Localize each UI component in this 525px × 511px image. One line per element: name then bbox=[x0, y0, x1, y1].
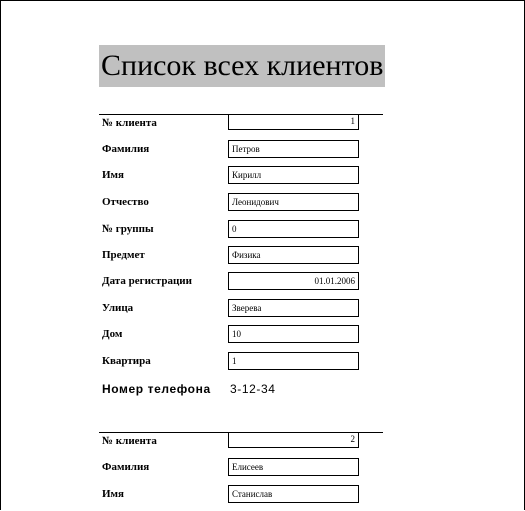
last-name-label: Фамилия bbox=[102, 143, 150, 155]
last-name-field[interactable]: Елисеев bbox=[228, 458, 359, 476]
field-row-first-name bbox=[99, 166, 383, 186]
report-title: Список всех клиентов bbox=[99, 45, 385, 87]
field-row-group-no bbox=[99, 220, 383, 240]
patronymic-field[interactable]: Леонидович bbox=[228, 193, 359, 211]
field-row-apartment bbox=[99, 352, 383, 372]
field-row-house bbox=[99, 325, 383, 345]
client-no-label: № клиента bbox=[102, 117, 157, 129]
field-row-last-name bbox=[99, 458, 383, 478]
first-name-label: Имя bbox=[102, 488, 124, 500]
client-no-field[interactable]: 2 bbox=[228, 433, 359, 448]
field-row-last-name bbox=[99, 140, 383, 160]
apartment-label: Квартира bbox=[102, 355, 151, 367]
field-row-subject bbox=[99, 246, 383, 266]
phone-value: 3-12-34 bbox=[230, 382, 276, 396]
field-row-phone bbox=[99, 382, 383, 402]
field-row-client-no bbox=[99, 114, 383, 134]
street-field[interactable]: Зверева bbox=[228, 299, 359, 317]
house-field[interactable]: 10 bbox=[228, 325, 359, 343]
group-no-field[interactable]: 0 bbox=[228, 220, 359, 238]
client-no-field[interactable]: 1 bbox=[228, 115, 359, 130]
field-row-reg-date bbox=[99, 272, 383, 292]
last-name-field[interactable]: Петров bbox=[228, 140, 359, 158]
house-label: Дом bbox=[102, 328, 123, 340]
street-label: Улица bbox=[102, 302, 134, 314]
reg-date-label: Дата регистрации bbox=[102, 275, 192, 287]
first-name-field[interactable]: Кирилл bbox=[228, 166, 359, 184]
field-row-street bbox=[99, 299, 383, 319]
field-row-patronymic bbox=[99, 193, 383, 213]
first-name-field[interactable]: Станислав bbox=[228, 485, 359, 503]
last-name-label: Фамилия bbox=[102, 461, 150, 473]
subject-field[interactable]: Физика bbox=[228, 246, 359, 264]
apartment-field[interactable]: 1 bbox=[228, 352, 359, 370]
patronymic-label: Отчество bbox=[102, 196, 149, 208]
client-no-label: № клиента bbox=[102, 435, 157, 447]
phone-label: Номер телефона bbox=[102, 382, 211, 396]
reg-date-field[interactable]: 01.01.2006 bbox=[228, 272, 359, 290]
field-row-client-no bbox=[99, 432, 383, 452]
field-row-first-name bbox=[99, 485, 383, 505]
subject-label: Предмет bbox=[102, 249, 145, 261]
group-no-label: № группы bbox=[102, 223, 154, 235]
first-name-label: Имя bbox=[102, 169, 124, 181]
